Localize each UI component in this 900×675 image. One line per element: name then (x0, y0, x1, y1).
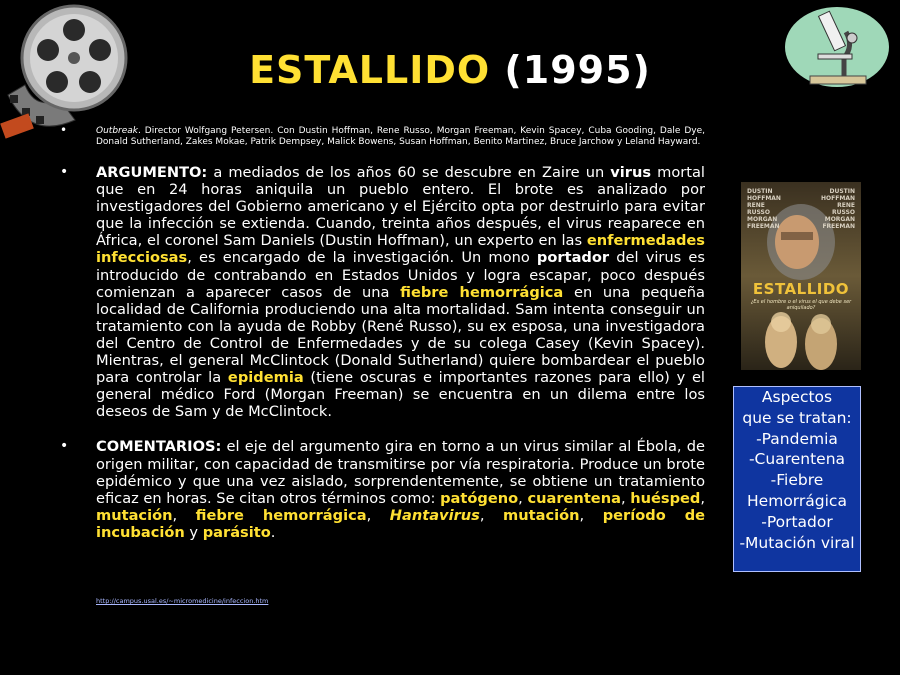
separator: , (620, 489, 631, 507)
poster-name: HOFFMAN (821, 195, 855, 202)
separator: , (479, 506, 504, 524)
keyword: mutación (503, 506, 580, 524)
separator: , (700, 489, 706, 507)
aspectos-box (733, 386, 861, 572)
separator: , (579, 506, 603, 524)
argumento-text: a mediados de los años 60 se descubre en Zaire un (207, 164, 611, 181)
separator: y (184, 523, 203, 541)
argumento-text: , es encargado de la investigación. Un mono (187, 249, 537, 267)
poster-name: MORGAN (747, 216, 778, 223)
argumento-text: mortal que en 24 horas aniquila un pueblo entero. El brote es analizado por investigadores del Gobierno americano y el Ejército opta por destruirlo para evitar que la infección se extienda. Cuando, treinta años después, el virus reaparece en África, el coronel Sam Daniels (Dustin Hoffman), un experto en las (96, 164, 705, 250)
poster-name: DUSTIN (747, 188, 773, 195)
keyword-epidemia: epidemia (227, 369, 304, 387)
film-original-name: Outbreak (96, 126, 138, 136)
poster-cast-right (821, 188, 855, 230)
argumento-text: (tiene oscuras e importantes razones para ello) y el general médico Ford (Morgan Freeman) se encuentra en un dilema entre los deseos de Sam y de McClintock. (96, 369, 705, 421)
main-content (60, 123, 706, 541)
bullet-dot-icon: • (60, 164, 69, 180)
title-main: ESTALLIDO (249, 48, 491, 92)
keyword-enfermedades: enfermedades infecciosas (96, 232, 705, 267)
keyword: fiebre hemorrágica (195, 506, 367, 524)
argumento-text: del virus es introducido de contrabando en Estados Unidos y logra escapar, poco después comienzan a aparecer casos de una (96, 249, 705, 301)
aspectos-line: -Mutación viral (739, 533, 855, 552)
aspectos-line: que se tratan: (742, 408, 852, 427)
aspectos-line: -Fiebre (770, 471, 824, 490)
comentarios-label: COMENTARIOS: (96, 438, 222, 456)
separator: , (172, 506, 196, 524)
keyword: patógeno (440, 489, 519, 507)
aspectos-line: Hemorrágica (747, 491, 847, 510)
keyword: parásito (202, 523, 271, 541)
poster-cast-left (747, 188, 781, 230)
aspectos-line: Aspectos (761, 388, 833, 406)
comentarios-text: el eje del argumento gira en torno a un virus similar al Ébola, de origen militar, con capacidad de transmitirse por vía respiratoria. Produce un brote epidémico y que una vez aislado, sorprendentemente, se obtiene un tratamiento eficaz en horas. Se citan otros términos como: (96, 438, 705, 507)
argumento-bullet (60, 164, 705, 420)
keyword: huésped (630, 489, 701, 507)
poster-tagline: ¿Es el hombre o el virus el que debe ser aniquilado? (750, 299, 852, 311)
keyword: cuarentena (527, 489, 621, 507)
title-year: (1995) (504, 48, 651, 92)
aspectos-line: -Cuarentena (748, 450, 846, 469)
page-title (0, 48, 900, 92)
credits-text: . Director Wolfgang Petersen. Con Dustin Hoffman, Rene Russo, Morgan Freeman, Kevin Spacey, Cuba Gooding, Dale Dye, Donald Sutherland, Zakes Mokae, Patrik Dempsey, Malick Bowens, Susan Hoffman, Benito Martinez, Bruce Jarchow y Leland Hayward. (96, 126, 705, 147)
bullet-dot-icon: • (60, 123, 68, 137)
aspectos-line: -Pandemia (756, 429, 838, 448)
keyword-virus: virus (610, 164, 652, 181)
separator: , (518, 489, 528, 507)
keyword: mutación (96, 506, 173, 524)
keyword-fiebre: fiebre hemorrágica (400, 283, 564, 301)
source-link[interactable]: http://campus.usal.es/~micromedicine/infeccion.htm (96, 597, 269, 605)
argumento-label: ARGUMENTO: (96, 164, 208, 181)
keyword: período de incubación (96, 506, 706, 541)
separator: , (366, 506, 390, 524)
bullet-dot-icon: • (60, 438, 69, 455)
poster-title: ESTALLIDO (752, 280, 850, 298)
poster-name: RENE (747, 202, 765, 209)
movie-poster (741, 182, 861, 370)
poster-name: RUSSO (747, 209, 770, 216)
poster-name: FREEMAN (822, 223, 855, 230)
keyword: Hantavirus (389, 506, 480, 524)
poster-name: RENE (837, 202, 855, 209)
keyword-portador: portador (536, 249, 610, 267)
poster-name: MORGAN (824, 216, 855, 223)
comentarios-bullet (60, 438, 705, 541)
argumento-text: en una pequeña localidad de California produciendo una alta mortalidad. Sam intenta conseguir un tratamiento con la ayuda de Robby (René Russo), su ex esposa, una investigadora del Centro de Control de Enfermedades y de su colega Casey (Kevin Spacey). Mientras, el general McClintock (Donald Sutherland) quiere bombardear el pueblo para controlar la (96, 283, 706, 387)
aspectos-line: -Portador (761, 512, 833, 531)
separator: . (270, 523, 276, 541)
poster-name: FREEMAN (747, 223, 780, 230)
poster-name: DUSTIN (829, 188, 855, 195)
credits-bullet (60, 123, 705, 147)
poster-name: HOFFMAN (747, 195, 781, 202)
poster-name: RUSSO (832, 209, 855, 216)
